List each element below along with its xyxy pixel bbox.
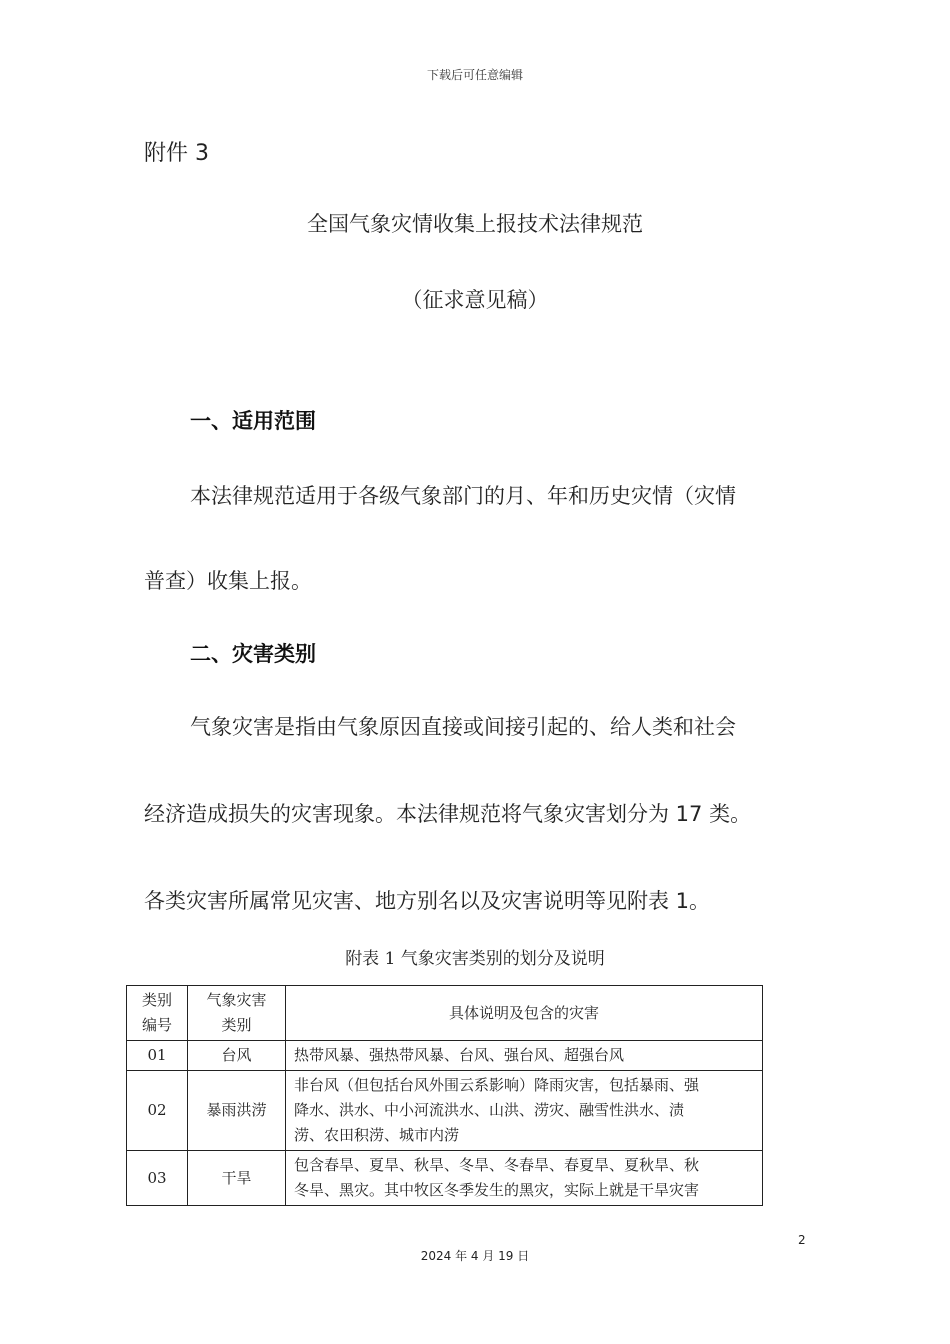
header-category-line: 气象灾害 — [206, 991, 267, 1009]
attachment-label: 附件 3 — [144, 141, 209, 166]
table-row — [127, 1041, 763, 1071]
disaster-category-table — [126, 985, 763, 1206]
row-description — [286, 1041, 763, 1071]
row-category: 暴雨洪涝 — [188, 1071, 286, 1151]
header-description: 具体说明及包含的灾害 — [286, 986, 763, 1041]
page-header: 下载后可任意编辑 — [426, 68, 523, 82]
row-category: 干旱 — [188, 1151, 286, 1206]
header-category — [188, 986, 286, 1041]
page-footer-date: 2024 年 4 月 19 日 — [420, 1249, 530, 1263]
document-subtitle: （征求意见稿） — [401, 288, 549, 312]
description-line: 冬旱、黑灾。其中牧区冬季发生的黑灾，实际上就是干旱灾害 — [294, 1181, 700, 1199]
document-title: 全国气象灾情收集上报技术法律规范 — [307, 212, 643, 236]
row-code: 01 — [127, 1041, 188, 1071]
paragraph-line: 气象灾害是指由气象原因直接或间接引起的、给人类和社会 — [190, 715, 736, 739]
row-description — [286, 1071, 763, 1151]
row-description — [286, 1151, 763, 1206]
paragraph-line: 本法律规范适用于各级气象部门的月、年和历史灾情（灾情 — [190, 484, 736, 508]
section-heading-scope: 一、适用范围 — [190, 409, 316, 433]
row-code: 02 — [127, 1071, 188, 1151]
description-line: 热带风暴、强热带风暴、台风、强台风、超强台风 — [294, 1046, 625, 1064]
table-header-row — [127, 986, 763, 1041]
header-code-line: 编号 — [141, 1016, 172, 1034]
paragraph-line: 普查）收集上报。 — [144, 569, 312, 593]
row-code: 03 — [127, 1151, 188, 1206]
header-category-line: 类别 — [221, 1016, 252, 1034]
table-row — [127, 1071, 763, 1151]
description-line: 非台风（但包括台风外围云系影响）降雨灾害，包括暴雨、强 — [294, 1076, 700, 1094]
description-line: 降水、洪水、中小河流洪水、山洪、涝灾、融雪性洪水、渍 — [294, 1101, 685, 1119]
paragraph-line: 经济造成损失的灾害现象。本法律规范将气象灾害划分为 17 类。 — [144, 802, 752, 826]
header-code-line: 类别 — [141, 991, 172, 1009]
table-row — [127, 1151, 763, 1206]
table-caption: 附表 1 气象灾害类别的划分及说明 — [345, 949, 605, 969]
description-line: 包含春旱、夏旱、秋旱、冬旱、冬春旱、春夏旱、夏秋旱、秋 — [294, 1156, 700, 1174]
description-line: 涝、农田积涝、城市内涝 — [294, 1126, 460, 1144]
row-category: 台风 — [188, 1041, 286, 1071]
section-heading-categories: 二、灾害类别 — [190, 642, 316, 666]
paragraph-line: 各类灾害所属常见灾害、地方别名以及灾害说明等见附表 1。 — [144, 889, 711, 913]
page-number: 2 — [798, 1233, 806, 1247]
header-code — [127, 986, 188, 1041]
